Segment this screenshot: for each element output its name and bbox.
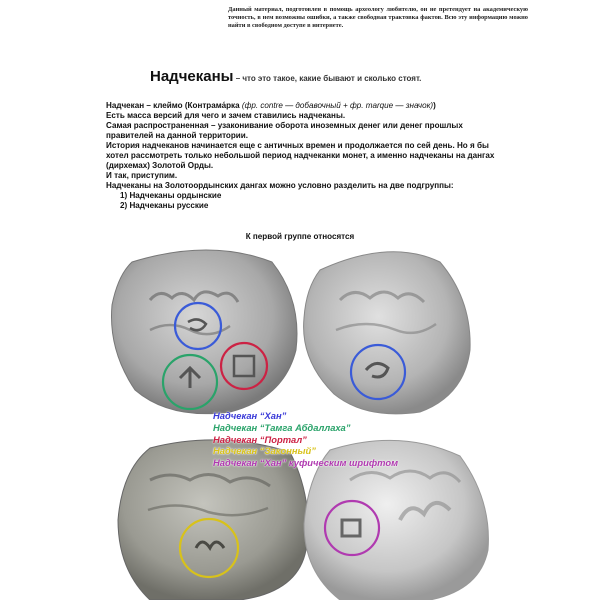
coin-photo-top-right	[304, 252, 471, 414]
section-heading: К первой группе относятся	[245, 232, 355, 241]
paragraph-common: Самая распространенная – узаконивание оборота иноземных денег или денег прошлых правителей на данной территории.	[106, 121, 463, 140]
list-item: 1) Надчеканы ордынские	[120, 191, 222, 200]
definition-close: )	[433, 101, 436, 110]
legend-item-kufic: Надчекан “Хан” куфическим шрифтом	[213, 457, 399, 469]
paragraph-versions: Есть масса версий для чего и зачем ставились надчеканы.	[106, 111, 346, 120]
page-subtitle: – что это такое, какие бывают и сколько стоят.	[233, 74, 422, 83]
list-item: 2) Надчеканы русские	[120, 201, 209, 210]
paragraph-groups: Надчеканы на Золотоордынских дангах можно условно разделить на две подгруппы:	[106, 181, 454, 190]
paragraph-history: История надчеканов начинается еще с античных времен и продолжается по сей день. Но я бы хотел рассмотреть только небольшой период надчеканки монет, а именно надчеканы на дангах (дирхемах) Золотой Орды.	[106, 141, 495, 170]
legend-item-tamga: Надчекан “Тамга Абдаллаха”	[213, 421, 351, 433]
disclaimer-text: Данный материал, подготовлен в помощь археологу любителю, он не претендует на академическую точность, в нем возможны ошибки, а также свободная трактовка фактов. Всю эту информацию можно найти в свободном доступе в интернете.	[228, 6, 528, 30]
legend-item-lawful: Надчекан “Законный”	[213, 445, 316, 457]
page-title: Надчеканы	[150, 68, 234, 85]
definition-etymology: (фр. contre — добавочный + фр. marque — значок)	[241, 101, 434, 110]
legend-item-portal: Надчекан “Портал”	[213, 433, 307, 445]
legend-item-han: Надчекан “Хан”	[213, 410, 287, 421]
marker-legend	[213, 410, 398, 469]
coin-photo-top-left	[111, 250, 297, 414]
paragraph-start: И так, приступим.	[106, 171, 178, 180]
definition-term: Надчекан – клеймо (Контрама́рка	[106, 101, 242, 110]
